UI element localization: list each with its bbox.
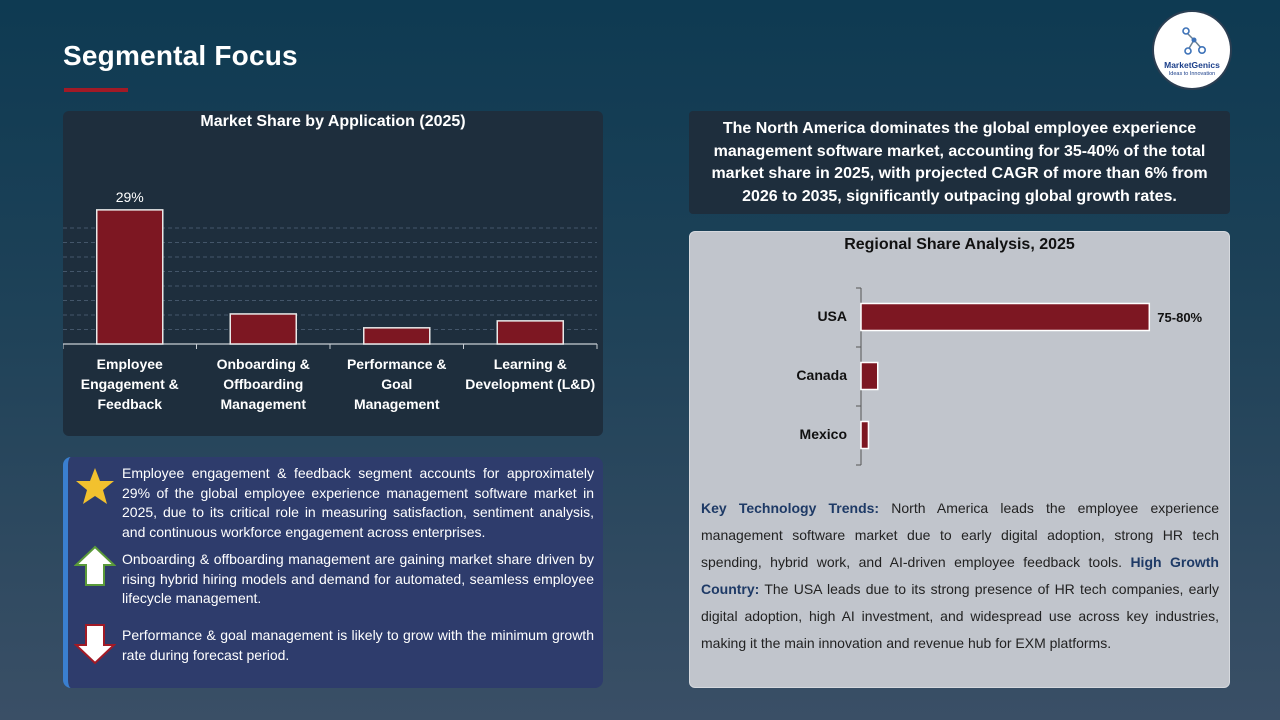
trend-text-growth-country: The USA leads due to its strong presence of HR tech companies, early digital adoption, high AI investment, and widespread use across key industries, making it the main innovation and revenue hub for EXM platforms. [701, 581, 1219, 651]
bullet-text-3: Performance & goal management is likely to grow with the minimum growth rate during forecast period. [122, 627, 594, 663]
bullet-text-2: Onboarding & offboarding management are gaining market share driven by rising hybrid hiring models and demand for automated, seamless employee lifecycle management. [122, 551, 594, 606]
insights-panel [63, 457, 603, 688]
category-label-line: Onboarding & [216, 356, 310, 372]
trend-text-technology: North America leads the employee experience management software market due to early digital adoption, strong HR tech spending, hybrid work, and AI-driven employee feedback tools. [701, 500, 1219, 570]
country-label: Canada [796, 367, 847, 383]
region-bar-1 [861, 304, 1149, 331]
country-label: USA [817, 308, 847, 324]
application-chart-panel [63, 111, 603, 436]
category-label-line: Performance & Goal [346, 356, 447, 392]
category-label [197, 354, 331, 414]
summary-text: The North America dominates the global employee experience management software market, accounting for 35-40% of the total market share in 2025, with projected CAGR of more than 6% from 2026 to 2035, significantly outpacing global growth rates. [711, 120, 1208, 205]
logo-brand: MarketGenics [1164, 60, 1220, 70]
bar-1 [97, 210, 163, 344]
category-label-line: Learning & [493, 356, 567, 372]
country-label: Mexico [799, 426, 847, 442]
region-bar-2 [861, 363, 878, 390]
arrow-up-icon [74, 545, 116, 587]
category-label [330, 354, 464, 414]
trends-text [701, 495, 1219, 657]
category-label-line: Management [353, 396, 440, 412]
trend-label-growth-country: High Growth Country: [701, 554, 1219, 597]
bar-4 [497, 321, 563, 344]
star-icon [74, 466, 116, 508]
category-label-line: Employee [96, 356, 163, 372]
bullet-text-1: Employee engagement & feedback segment accounts for approximately 29% of the global employee experience management software market in 2025, due to its critical role in measuring satisfaction, sentiment analysis, and continuous workforce engagement across enterprises. [122, 465, 594, 540]
regional-bar-chart [690, 232, 1229, 482]
bar-2 [230, 314, 296, 344]
category-label [63, 354, 197, 414]
arrow-down-icon [74, 623, 116, 665]
logo-tagline: Ideas to Innovation [1168, 71, 1216, 77]
company-logo [1154, 12, 1230, 88]
trend-label-technology: Key Technology Trends: [701, 500, 880, 516]
region-data-label: 75-80% [1157, 310, 1203, 325]
summary-box [689, 111, 1230, 214]
category-label [464, 354, 598, 394]
bar-3 [364, 328, 430, 344]
category-label-line: Management [220, 396, 307, 412]
category-label-line: Engagement & [80, 376, 179, 392]
region-chart-title: Regional Share Analysis, 2025 [844, 236, 1075, 253]
page-title: Segmental Focus [63, 40, 298, 71]
region-bar-3 [861, 422, 868, 449]
category-label-line: Development (L&D) [465, 376, 596, 392]
category-label-line: Offboarding [223, 376, 304, 392]
regional-share-panel [689, 231, 1230, 688]
title-underline [64, 88, 128, 92]
bar-data-label: 29% [115, 188, 144, 205]
category-label-line: Feedback [97, 396, 163, 412]
chart-title: Market Share by Application (2025) [200, 113, 466, 130]
